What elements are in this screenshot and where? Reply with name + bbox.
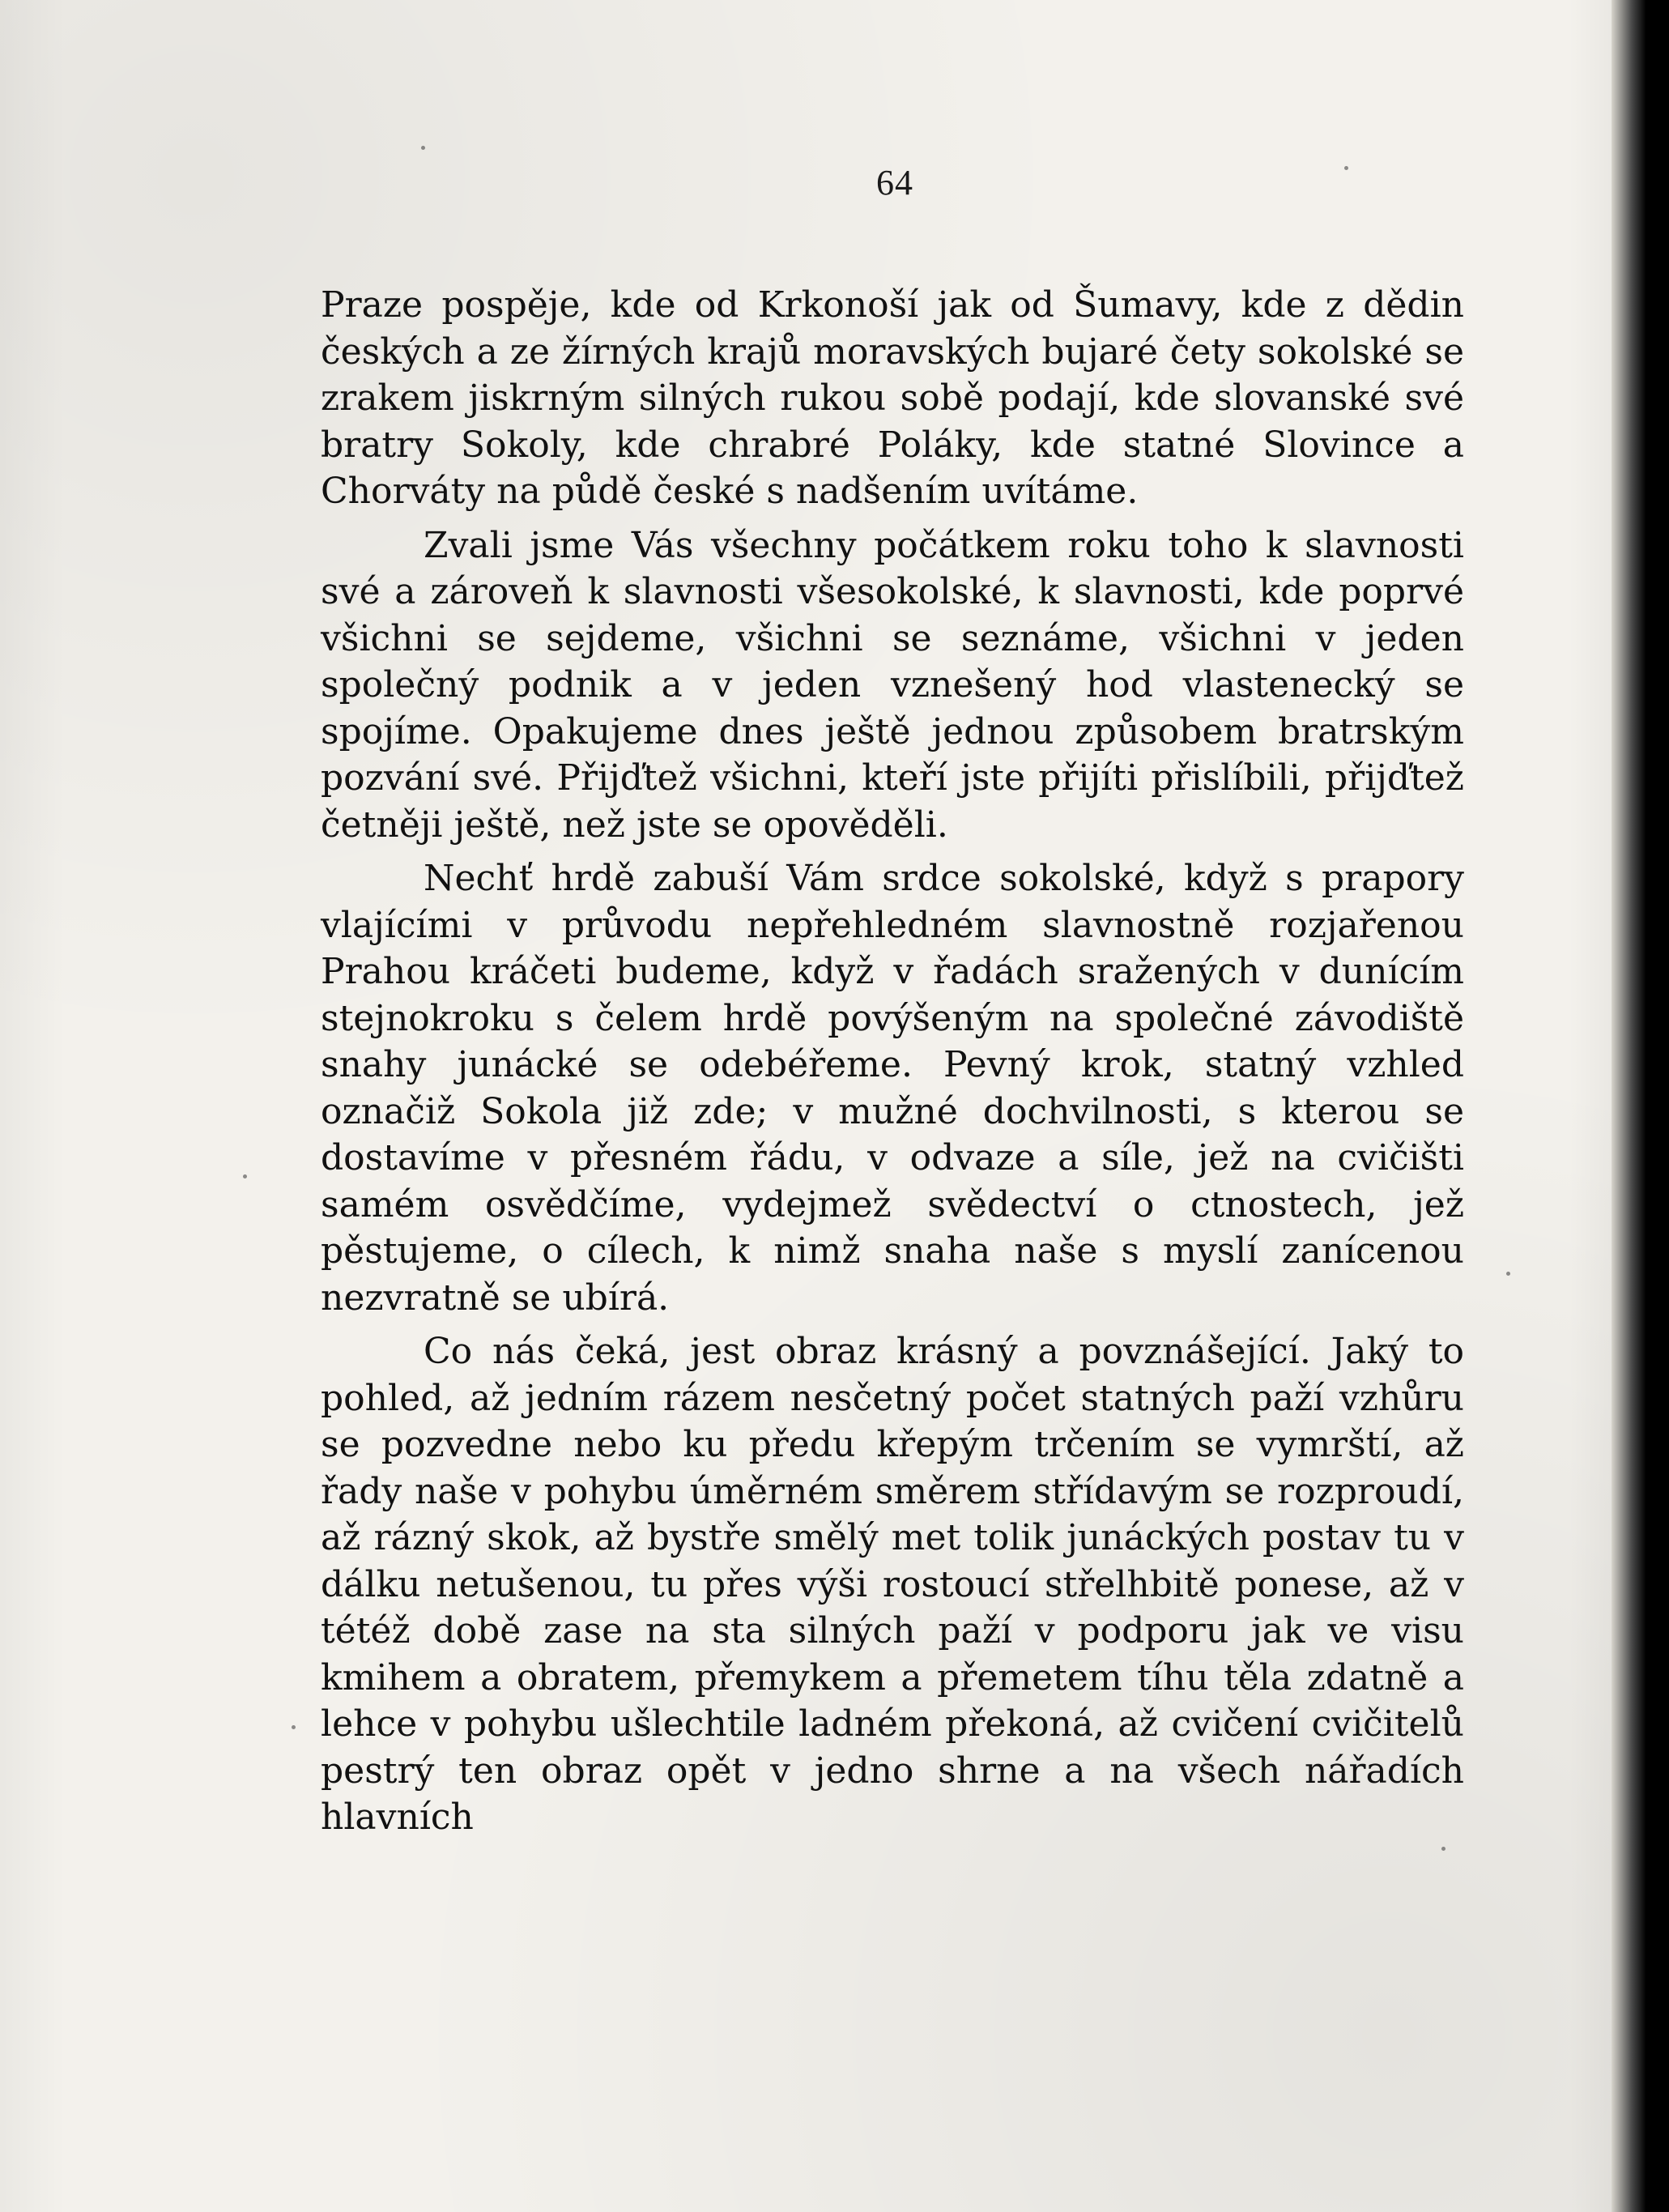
- paper-speck: [1441, 1847, 1445, 1851]
- paper-speck: [1506, 1272, 1510, 1276]
- paper-speck: [292, 1725, 296, 1729]
- paragraph-4: Co nás čeká, jest obraz krásný a povznášející. Jaký to pohled, až jedním rázem nesčetný počet statných paží vzhůru se pozvedne nebo ku předu křepým trčením se vymrští, až řady naše v pohybu úměrném směrem střídavým se rozproudí, až rázný skok, až bystře smělý met tolik junáckých postav tu v dálku netušenou, tu přes výši rostoucí střelhbitě ponese, až v tétéž době zase na sta silných paží v podporu jak ve visu kmihem a obratem, přemykem a přemetem tíhu těla zdatně a lehce v pohybu ušlechtile ladném překoná, až cvičení cvičitelů pestrý ten obraz opět v jedno shrne a na všech nářadích hlavních: [321, 1331, 1464, 1838]
- paragraph-3: Nechť hrdě zabuší Vám srdce sokolské, když s prapory vlajícími v průvodu nepřehledném slavnostně rozjařenou Prahou kráčeti budeme, když v řadách sražených v dunícím stejnokroku s čelem hrdě povýšeným na společné závodiště snahy junácké se odebéřeme. Pevný krok, statný vzhled označiž Sokola již zde; v mužné dochvilnosti, s kterou se dostavíme v přesném řádu, v odvaze a síle, jež na cvičišti samém osvědčíme, vydejmež svědectví o ctnostech, jež pěstujeme, o cílech, k nimž snaha naše s myslí zanícenou nezvratně se ubírá.: [321, 858, 1464, 1319]
- scan-page-edge: [1612, 0, 1669, 2212]
- paper-speck: [243, 1174, 247, 1178]
- paragraph-2: Zvali jsme Vás všechny počátkem roku toho k slavnosti své a zároveň k slavnosti všesokolské, k slavnosti, kde poprvé všichni se sejdeme, všichni se seznáme, všichni v jeden společný podnik a v jeden vznešený hod vlastenecký se spojíme. Opakujeme dnes ještě jednou způsobem bratrským pozvání své. Přijďtež všichni, kteří jste přijíti přislíbili, přijďtež četněji ještě, než jste se opověděli.: [321, 524, 1464, 846]
- page-number: 64: [876, 163, 913, 202]
- page-body-text: [321, 282, 1464, 1848]
- paragraph-1: Praze pospěje, kde od Krkonoší jak od Šumavy, kde z dědin českých a ze žírných krajů moravských bujaré čety sokolské se zrakem jiskrným silných rukou sobě podají, kde slovanské své bratry Sokoly, kde chrabré Poláky, kde statné Slovince a Chorváty na půdě české s nadšením uvítáme.: [321, 284, 1464, 512]
- paper-speck: [1344, 166, 1348, 170]
- paper-speck: [421, 146, 425, 150]
